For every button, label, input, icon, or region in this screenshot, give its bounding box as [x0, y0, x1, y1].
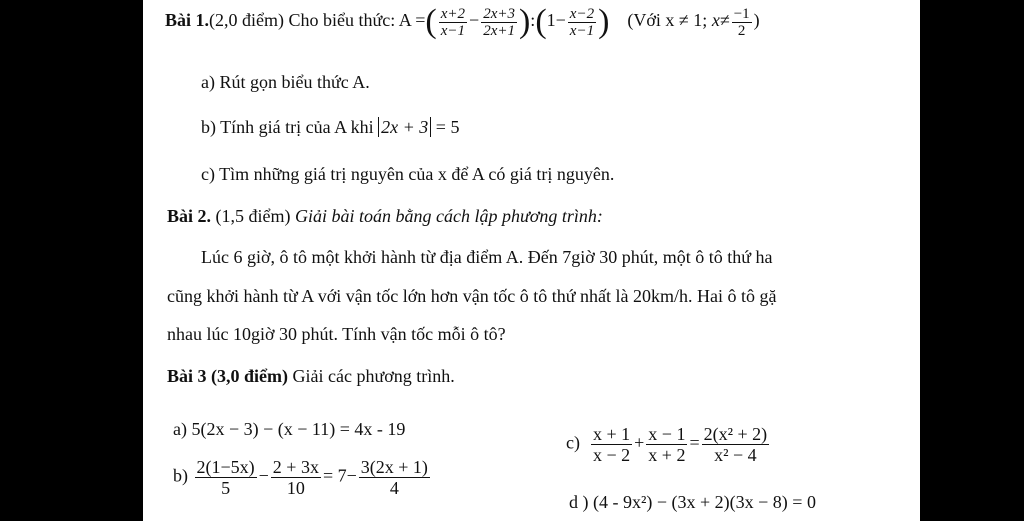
bai1-part-c: c) Tìm những giá trị nguyên của x để A có giá trị nguyên.	[201, 164, 615, 184]
bai3-part-d: d ) (4 - 9x²) − (3x + 2)(3x − 8) = 0	[569, 492, 816, 512]
bai1-condition: (Với x ≠ 1;	[627, 10, 712, 31]
bai1-part-a: a) Rút gọn biểu thức A.	[201, 72, 370, 92]
bai2-header: Bài 2. (1,5 điểm) Giải bài toán bằng cách lập phương trình:	[167, 206, 603, 226]
document-page	[143, 0, 920, 521]
bai2-line-1: Lúc 6 giờ, ô tô một khởi hành từ địa điểm A. Đến 7giờ 30 phút, một ô tô thứ ha	[201, 247, 773, 267]
fraction: $\frac{2 + 3x}{10}$	[272, 457, 319, 498]
bai1-intro: Cho biểu thức: A =	[288, 10, 426, 31]
fraction: $\frac{x + 1}{x - 2}$	[592, 424, 631, 465]
fraction: $\frac{2(1-5x)}{5}$	[196, 457, 255, 498]
bai3-part-c: c) $\frac{x + 1}{x - 2}$ + $\frac{x - 1}{x + 2}$ = $\frac{\text{2(x² + 2)}}{\text{x² − 4}}$	[566, 424, 768, 465]
bai3-title: Bài 3 (3,0 điểm)	[167, 366, 288, 386]
bai3-part-a: a) 5(2x − 3) − (x − 11) = 4x - 19	[173, 419, 406, 439]
bai1-points: (2,0 điểm)	[209, 10, 284, 31]
fraction: $\frac{-1}{2}$	[733, 5, 750, 39]
fraction: $\frac{x - 1}{x + 2}$	[648, 424, 686, 465]
bai1-header: Bài 1.(2,0 điểm) Cho biểu thức: A =( $\frac{x+2}{x-1}$ − $\frac{2x+3}{2x+1}$ ):(1− $\frac{x-2}{x-1}$ ) (Với x ≠ 1; x≠ $\frac{-1}{2}$ )	[165, 3, 760, 40]
absolute-value: 2x + 3	[378, 117, 431, 137]
bai2-line-3: nhau lúc 10giờ 30 phút. Tính vận tốc mỗi ô tô?	[167, 324, 506, 344]
bai1-part-b: b) Tính giá trị của A khi 2x + 3 = 5	[201, 117, 460, 137]
bai1-title: Bài 1.	[165, 10, 210, 31]
bai3-header: Bài 3 (3,0 điểm) Giải các phương trình.	[167, 366, 455, 386]
bai2-task: Giải bài toán bằng cách lập phương trình:	[295, 206, 603, 226]
fraction: $\frac{x-2}{x-1}$	[569, 5, 595, 39]
fraction: $\frac{3(2x + 1)}{4}$	[360, 457, 428, 498]
fraction: $\frac{\text{2(x² + 2)}}{\text{x² − 4}}$	[703, 424, 768, 465]
fraction: $\frac{x+2}{x-1}$	[440, 5, 466, 39]
fraction: $\frac{2x+3}{2x+1}$	[483, 5, 515, 39]
bai2-line-2: cũng khởi hành từ A với vận tốc lớn hơn vận tốc ô tô thứ nhất là 20km/h. Hai ô tô gặ	[167, 286, 777, 306]
bai3-part-b: b) $\frac{2(1-5x)}{5}$ − $\frac{2 + 3x}{10}$ = 7− $\frac{3(2x + 1)}{4}$	[173, 457, 428, 498]
bai2-title: Bài 2.	[167, 206, 212, 226]
